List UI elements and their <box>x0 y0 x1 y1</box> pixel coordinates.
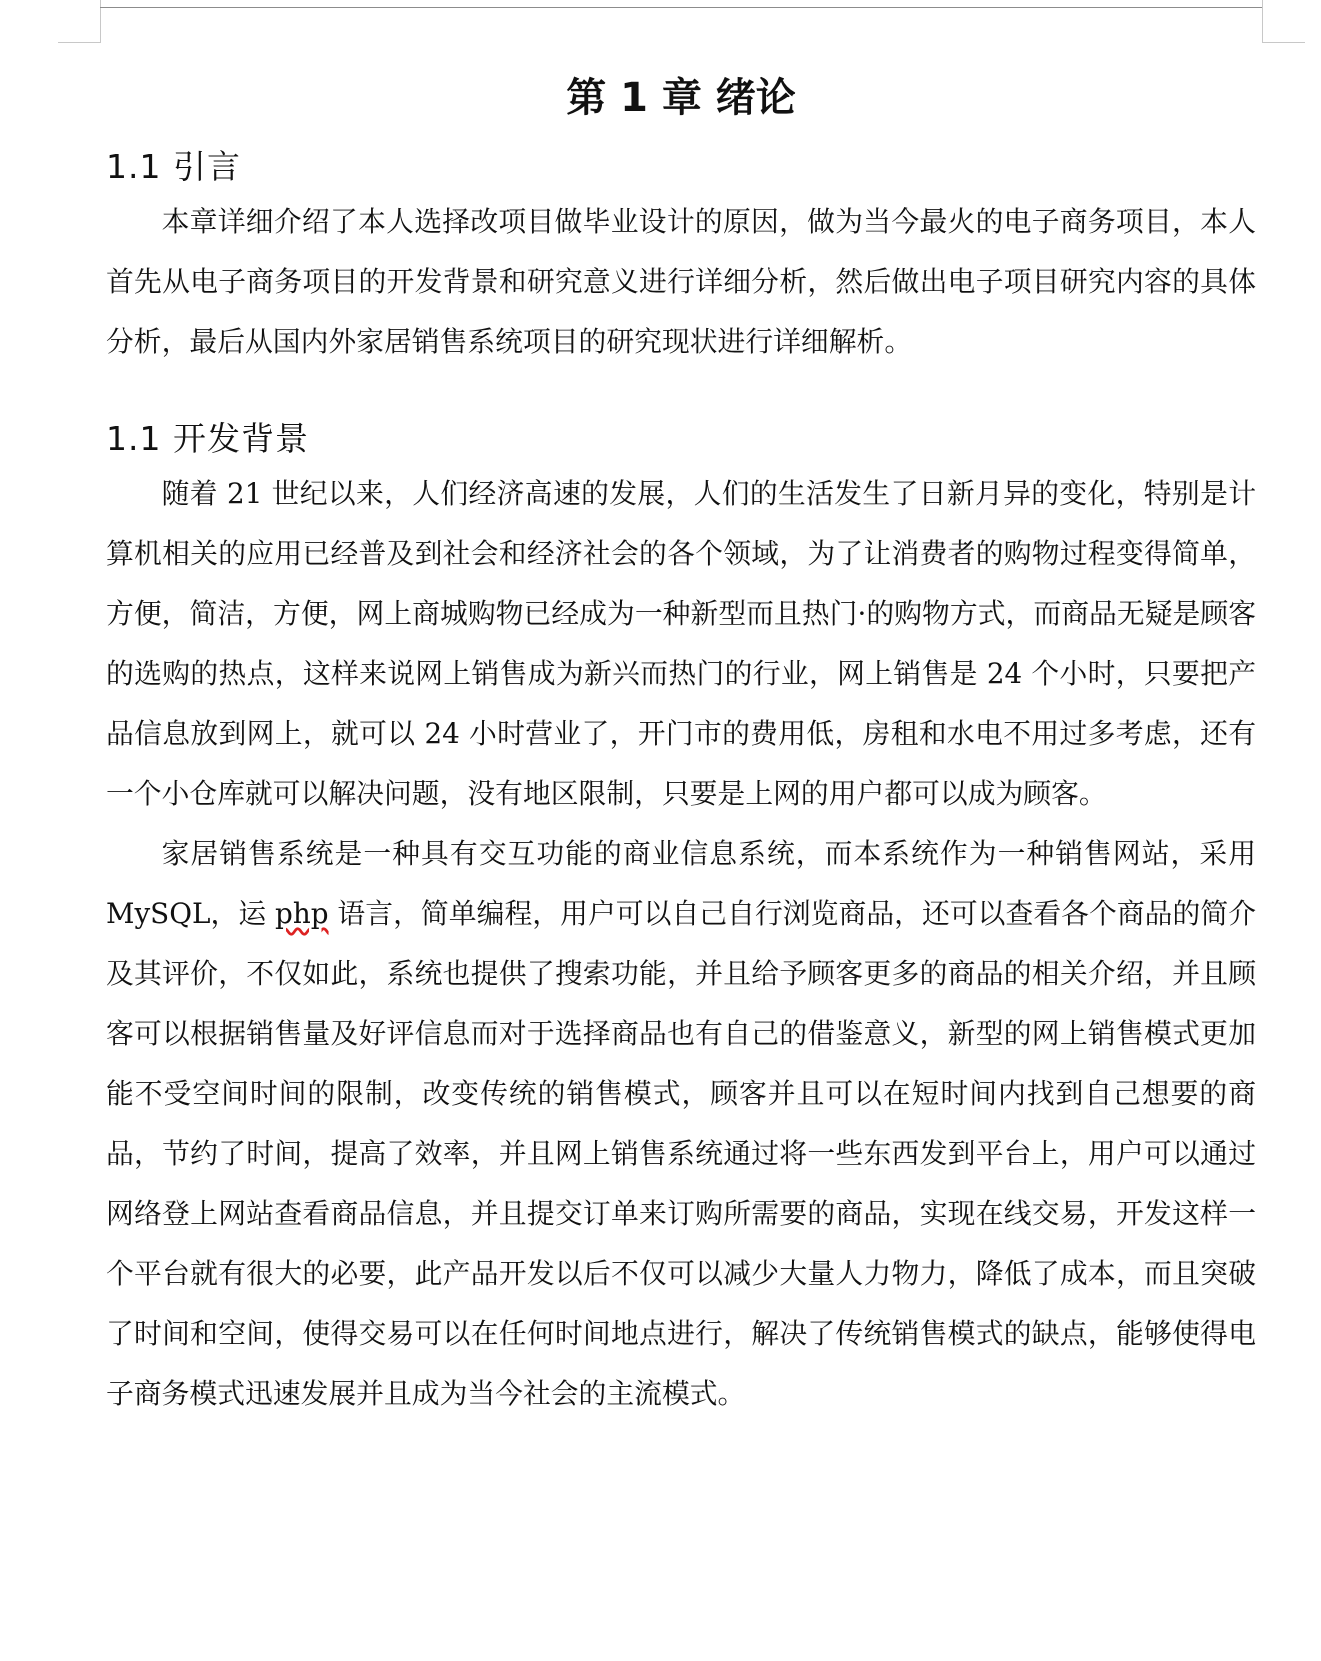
paragraph: 随着 21 世纪以来，人们经济高速的发展，人们的生活发生了日新月异的变化，特别是计算机相关的应用已经普及到社会和经济社会的各个领域，为了让消费者的购物过程变得简单，方便，简洁，方便，网上商城购物已经成为一种新型而且热门·的购物方式，而商品无疑是顾客的选购的热点，这样来说网上销售成为新兴而热门的行业，网上销售是 24 个小时，只要把产品信息放到网上，就可以 24 小时营业了，开门市的费用低，房租和水电不用过多考虑，还有一个小仓库就可以解决问题，没有地区限制，只要是上网的用户都可以成为顾客。 <box>106 477 1256 810</box>
crop-mark-top-right <box>1262 0 1305 43</box>
chapter-title: 第 1 章 绪论 <box>566 75 796 121</box>
crop-mark-top-left <box>58 0 101 43</box>
paragraph-text: 家居销售系统是一种具有交互功能的商业信息系统，而本系统作为一种销售网站，采用 MySQL，运 <box>106 837 1256 930</box>
section-heading-background: 1.1 开发背景 <box>106 419 309 458</box>
section-heading-introduction: 1.1 引言 <box>106 147 241 186</box>
page-top-edge <box>100 7 1262 8</box>
section-spacer <box>106 372 1256 414</box>
spellcheck-flagged-word: php <box>275 897 329 930</box>
paragraph: 本章详细介绍了本人选择改项目做毕业设计的原因，做为当今最火的电子商务项目，本人首先从电子商务项目的开发背景和研究意义进行详细分析，然后做出电子项目研究内容的具体分析，最后从国内外家居销售系统项目的研究现状进行详细解析。 <box>106 205 1256 358</box>
document-body <box>106 60 1256 1424</box>
paragraph <box>106 824 1256 1424</box>
paragraph-text: 语言，简单编程，用户可以自己自行浏览商品，还可以查看各个商品的简介及其评价，不仅如此，系统也提供了搜索功能，并且给予顾客更多的商品的相关介绍，并且顾客可以根据销售量及好评信息而对于选择商品也有自己的借鉴意义，新型的网上销售模式更加能不受空间时间的限制，改变传统的销售模式，顾客并且可以在短时间内找到自己想要的商品，节约了时间，提高了效率，并且网上销售系统通过将一些东西发到平台上，用户可以通过网络登上网站查看商品信息，并且提交订单来订购所需要的商品，实现在线交易，开发这样一个平台就有很大的必要，此产品开发以后不仅可以减少大量人力物力，降低了成本，而且突破了时间和空间，使得交易可以在任何时间地点进行，解决了传统销售模式的缺点，能够使得电子商务模式迅速发展并且成为当今社会的主流模式。 <box>106 897 1256 1410</box>
